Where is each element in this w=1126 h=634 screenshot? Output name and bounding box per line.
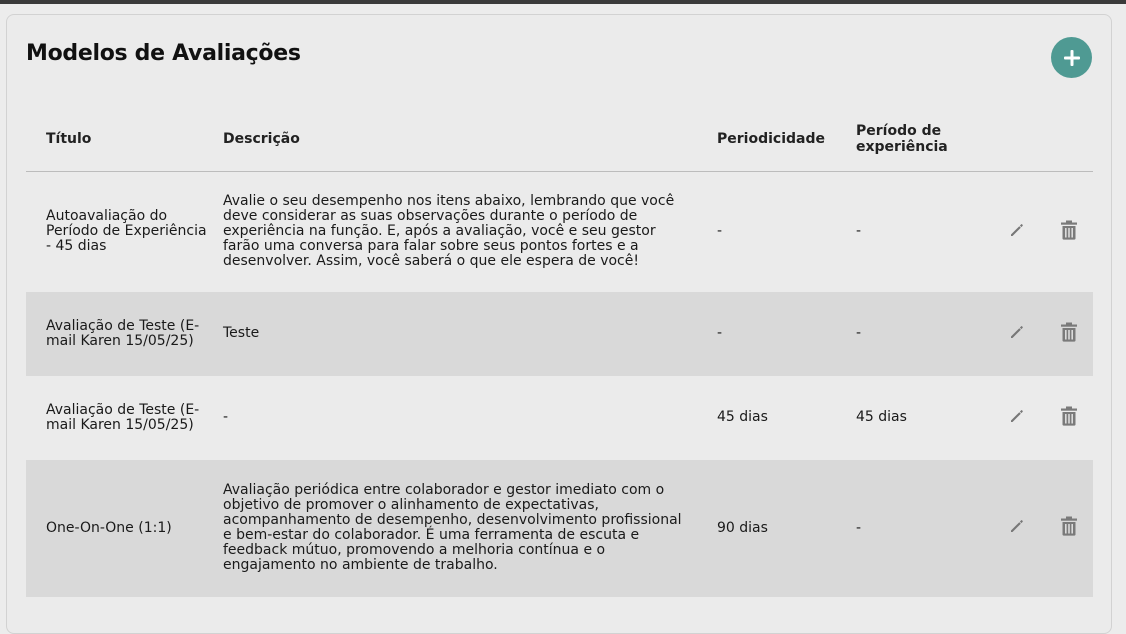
row-description: Avaliação periódica entre colaborador e gestor imediato com o objetivo de promover o alinhamento de expectativas, acompanhamento de desempenho, desenvolvimento profissional e bem-estar do colaborador. É uma ferramenta de escuta e feedback mútuo, promovendo a melhoria contínua e o engajamento no ambiente de trabalho. [223,482,682,573]
pencil-icon [1009,222,1025,238]
trash-icon [1060,220,1078,240]
table-row [26,376,1093,460]
row-experience: - [856,519,862,536]
header-title[interactable]: Título [26,107,223,172]
trash-icon [1060,322,1078,342]
row-title: Avaliação de Teste (E-mail Karen 15/05/25) [46,401,200,433]
models-card [6,14,1112,634]
row-periodicity: 45 dias [717,409,768,425]
table-row [26,172,1093,292]
trash-icon [1060,406,1078,426]
row-description: Avalie o seu desempenho nos itens abaixo, lembrando que você deve considerar as suas observações durante o período de experiência na função. E, após a avaliação, você e seu gestor farão uma conversa para falar sobre seus pontos fortes e a desenvolver. Assim, você saberá o que ele espera de você! [223,193,675,270]
row-description: Teste [223,325,260,341]
row-experience: - [856,325,862,341]
row-experience: - [856,223,862,240]
edit-button[interactable] [1009,408,1025,424]
table-header-row [26,107,1093,172]
table-row [26,292,1093,376]
edit-button[interactable] [1009,518,1025,534]
delete-button[interactable] [1060,322,1078,342]
row-periodicity: 90 dias [717,519,768,536]
row-title: Avaliação de Teste (E-mail Karen 15/05/25) [46,317,200,349]
row-periodicity: - [717,325,723,341]
delete-button[interactable] [1060,220,1078,240]
plus-icon [1062,48,1082,68]
trash-icon [1060,516,1078,536]
header-delete [1044,107,1093,172]
row-periodicity: - [717,223,723,240]
header-experience[interactable]: Período de experiência [856,107,990,172]
row-title: Autoavaliação do Período de Experiência - 45 dias [46,208,207,255]
header-periodicity[interactable]: Periodicidade [717,107,856,172]
edit-button[interactable] [1009,222,1025,238]
row-title: One-On-One (1:1) [46,519,172,536]
delete-button[interactable] [1060,406,1078,426]
page-title: Modelos de Avaliações [26,41,301,66]
add-model-button[interactable] [1051,37,1092,78]
row-experience: 45 dias [856,409,907,425]
pencil-icon [1009,518,1025,534]
edit-button[interactable] [1009,324,1025,340]
models-table [26,107,1093,597]
pencil-icon [1009,324,1025,340]
delete-button[interactable] [1060,516,1078,536]
pencil-icon [1009,408,1025,424]
table-row [26,460,1093,597]
top-bar [0,0,1126,4]
header-edit [990,107,1044,172]
row-description: - [223,409,229,425]
header-description[interactable]: Descrição [223,107,717,172]
